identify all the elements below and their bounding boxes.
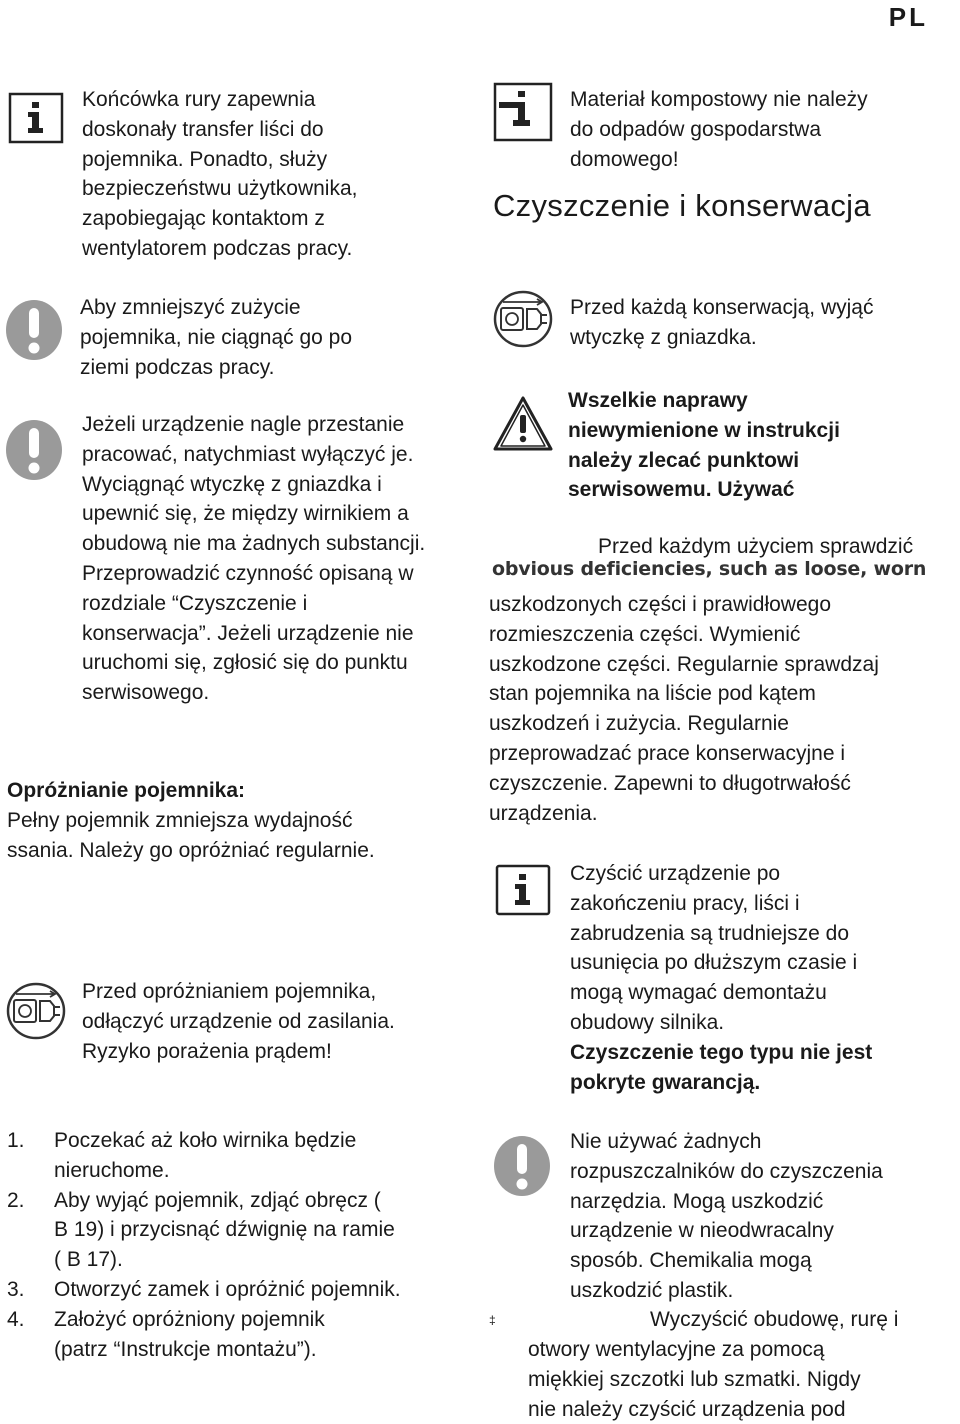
plug-empty-text: Przed opróżnianiem pojemnika, odłączyć urządzenie od zasilania. Ryzyko porażenia prądem! [82, 980, 395, 1063]
emptying-steps [7, 1126, 463, 1364]
warn-solvents-text: Nie używać żadnych rozpuszczalników do czyszczenia narzędzia. Mogą uszkodzić urządzenie w nieodwracalny sposób. Chemikalia mogą uszkodzić plastik. [570, 1130, 883, 1302]
check-text: uszkodzonych części i prawidłowego rozmieszczenia części. Wymienić uszkodzone części. Regularnie sprawdzaj stan pojemnika na liście pod kątem uszkodzeń i zużycia. Regularnie przeprowadzać prace konserwacyjne i czyszczenie. Zapewni to długotrwałość urządzenia. [489, 593, 879, 825]
unplug-icon [6, 982, 66, 1040]
emptying-text: Pełny pojemnik zmniejsza wydajność ssania. Należy go opróżniać regularnie. [7, 809, 375, 862]
language-label: PL [888, 2, 928, 32]
check-first-line: Przed każdym użyciem sprawdzić [598, 535, 914, 558]
info-icon [493, 82, 553, 142]
list-item: 3. Otworzyć zamek i opróżnić pojemnik. [7, 1277, 401, 1301]
clean-text: otwory wentylacyjne za pomocą miękkiej szczotki lub szmatki. Nigdy nie należy czyścić urządzenia pod [528, 1338, 861, 1421]
list-item: 2. Aby wyjąć pojemnik, zdjąć obręcz ( B 19) i przycisnąć dźwignię na ramie ( B 17). [7, 1188, 395, 1272]
warning-triangle-icon [492, 395, 554, 453]
warn-stop-text: Jeżeli urządzenie nagle przestanie pracować, natychmiast wyłączyć je. Wyciągnąć wtyczkę z gniazdka i upewnić się, że między wirnikiem a obudową nie ma żadnych substancji. Przeprowadzić czynność opisaną w rozdziale “Czyszczenie i konserwacja”. Jeżeli urządzenie nie uruchomi się, zgłosić się do punktu serwisowego. [82, 413, 426, 705]
info-icon [8, 92, 64, 144]
unplug-icon [493, 290, 553, 348]
list-item: 1. Poczekać aż koło wirnika będzie nieruchome. [7, 1129, 357, 1182]
note-clean-text: Czyścić urządzenie po zakończeniu pracy, liści i zabrudzenia są trudniejsze do usunięcia po dłuższym czasie i mogą wymagać demontażu obudowy silnika. Czyszczenie tego typu nie jest pokryte gwarancją. [570, 862, 873, 1094]
exclamation-icon [4, 418, 64, 482]
section-title: Czyszczenie i konserwacja [493, 188, 871, 223]
plug-maint-text: Przed każdą konserwacją, wyjąć wtyczkę z gniazdka. [570, 296, 874, 349]
list-item: 4. Założyć opróżniony pojemnik (patrz “Instrukcje montażu”). [7, 1307, 325, 1361]
scanned-overlay-text: obvious deficiencies, such as loose, worn [492, 558, 927, 580]
note-tube-text: Końcówka rury zapewnia doskonały transfer liści do pojemnika. Ponadto, służy bezpieczeństwu użytkownika, zapobiegając kontaktom z wentylatorem podczas pracy. [82, 88, 358, 260]
exclamation-icon [4, 298, 64, 362]
clean-first-line: Wyczyścić obudowę, rurę i [650, 1308, 899, 1331]
emptying-title: Opróżnianie pojemnika: [7, 779, 246, 802]
bullet-mark: ‡ [489, 1313, 496, 1327]
warn-wear-text: Aby zmniejszyć zużycie pojemnika, nie ciągnąć go po ziemi podczas pracy. [80, 296, 353, 379]
warn-repairs-text: Wszelkie naprawy niewymienione w instrukcji należy zlecać punktowi serwisowemu. Używać [568, 389, 840, 502]
exclamation-icon [492, 1134, 552, 1198]
info-icon [495, 864, 551, 916]
note-compost-text: Materiał kompostowy nie należy do odpadów gospodarstwa domowego! [570, 88, 868, 171]
